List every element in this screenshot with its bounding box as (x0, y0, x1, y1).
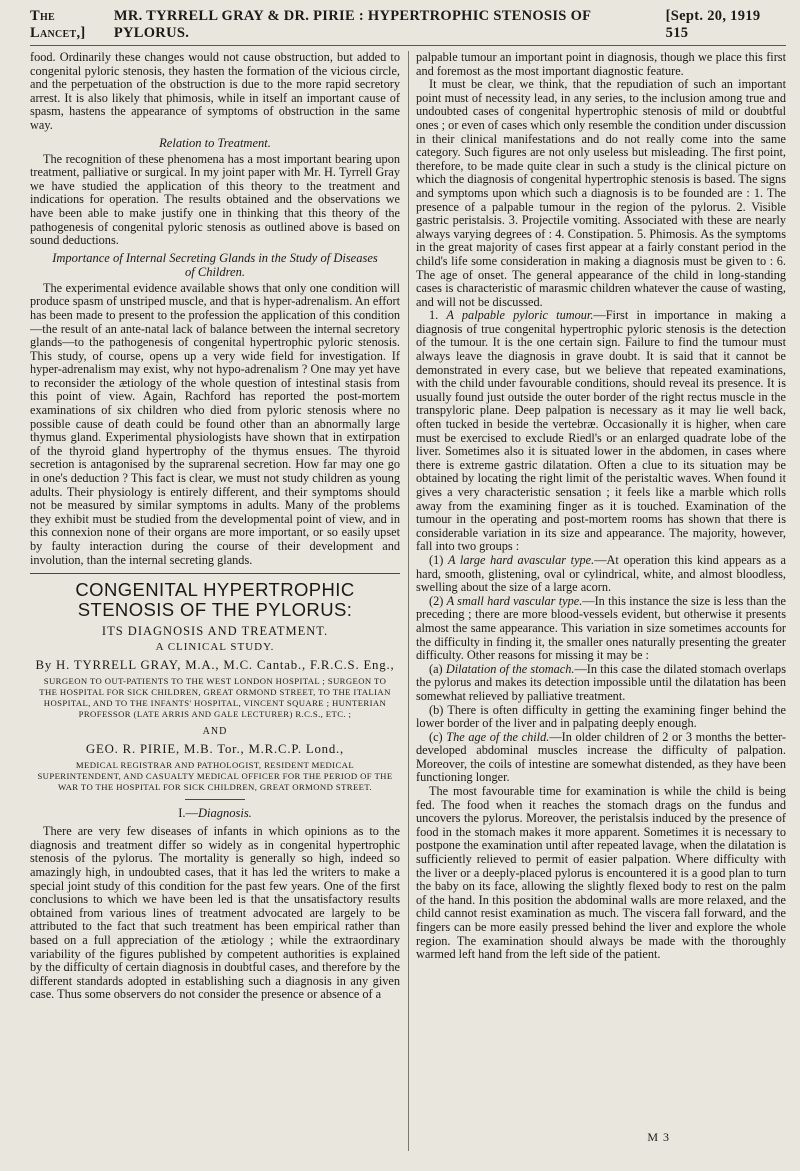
item-text: —First in importance in making a diagnosis of true congenital hypertrophic pyloric stenosis is the detection of the tumour. It is the one certain sign. Failure to find the tumour must always leave the diagnosis in grave doubt. It is said that it cannot be demonstrated in every case, but we believe that repeated examinations, with the child under favourable conditions, should reveal its presence. It is usually found just outside the outer border of the right rectus muscle in the transpyloric plane. Deep palpation is necessary as it may lie well back, often tucked in beside the vertebræ. Occasionally it is higher, when care must be exercised to exclude Riedl's or an enlarged quadrate lobe of the liver. Sometimes also it is situated lower in the abdomen, in cases where there is extreme gastric dilatation. Often a clue to its situation may be obtained by locating the right limit of the peristaltic waves. When found it gives a very characteristic sensation ; it feels like a marble which rolls away from the examining finger as it is touched. Examination of the tumour in the operating and post-mortem rooms has shown that there is considerable variation in its size and appearance. The majority, however, fall into two groups : (416, 308, 786, 554)
article-divider (30, 573, 400, 574)
left-column (30, 51, 408, 1171)
item-number: (1) (429, 552, 448, 567)
item-heading: The age of the child. (446, 729, 550, 744)
paragraph: There are very few diseases of infants in which opinions as to the diagnosis and treatment differ so widely as in congenital hypertrophic stenosis of the pylorus. The mortality is generally so high, indeed so amazingly high, in undoubted cases, that it has led the writers to make a special joint study of this condition for the past few years. One of the first conclusions to which we have been led is that the unsatisfactory results obtained from various lines of treatment advocated are largely to be attributed to the fact that such treatment has been empirical rather than based on a full appreciation of the ætiology ; while the extraordinary variability of the figures published by competent authorities is explained by the difficulty of certain diagnosis in doubtful cases, and therefore by the different standards adopted in establishing such a diagnosis in any given case. Thus some observers do not consider the presence or absence of a (30, 824, 400, 1002)
paragraph (416, 554, 786, 595)
running-head (30, 8, 786, 46)
paragraph: The experimental evidence available shows that only one condition will produce spasm of unstriped muscle, and that is hyper-adrenalism. An effort has been made to present to the profession the application of this condition—the result of an ante-natal lack of balance between the internal secretory glands—to the pathogenesis of congenital hypertrophic pyloric stenosis. This study, of course, opens up a very wide field for investigation. If hyper-adrenalism may exist, why not hypo-adrenalism ? One may yet have to reconsider the ætiology of the whole question of intestinal stasis from this point of view. Again, Rachford has reported the post-mortem examinations of six children who died from pyloric stenosis where no possible cause of death could be found other than an abnormally large thymus gland. Experimental physiologists have shown that in extirpation of the thyroid gland hypertrophy of the thymus ensues. The thyroid secretion is antagonised by the suprarenal secretion. How far may one go in one's deduction ? This fact is clear, we must not study children as young adults. Their physiology is entirely different, and their symptoms should not be measured by similar symptoms in adults. Many of the problems they exhibit must be studied from the developmental point of view, and in this connexion none of their organs are more important, or so easily upset by faulty interaction during the course of their development and involution, than the internal secreting glands. (30, 280, 400, 567)
author-conjunction: AND (202, 726, 228, 738)
right-column (408, 51, 786, 1171)
column-divider (408, 51, 409, 1151)
author-byline: GEO. R. PIRIE, M.B. Tor., M.R.C.P. Lond., (85, 742, 345, 757)
item-text: —In this instance the size is less than the preceding ; there are more blood-vessels evident, but otherwise it presents almost the same appearance. This variation in size sometimes accounts for the difficulty in finding it, the smaller ones naturally presenting the greater difficulty. Other reasons for missing it may be : (416, 593, 786, 663)
paragraph (416, 731, 786, 785)
short-divider (185, 799, 245, 800)
journal-name: The Lancet,] (30, 8, 86, 41)
printer-signature: M 3 (647, 1130, 670, 1144)
paragraph: palpable tumour an important point in diagnosis, though we place this first and foremost as the most important diagnostic feature. (416, 51, 786, 78)
item-heading: Dilatation of the stomach. (445, 661, 575, 676)
item-heading: A small hard vascular type. (446, 593, 583, 608)
paragraph (416, 309, 786, 554)
item-number: (a) (429, 661, 446, 676)
article-title: CONGENITAL HYPERTROPHIC STENOSIS OF THE PYLORUS: (75, 579, 355, 621)
item-heading: A palpable pyloric tumour. (446, 308, 594, 323)
author-affiliation: SURGEON TO OUT-PATIENTS TO THE WEST LONDON HOSPITAL ; SURGEON TO THE HOSPITAL FOR SICK CHILDREN, GREAT ORMOND STREET, TO THE ITALIAN HOSPITAL, AND TO THE INFANTS' HOSPITAL, VINCENT SQUARE ; HUNTERIAN PROFESSOR (LATE ARRIS AND GALE LECTURER) R.C.S., ETC. ; (39, 676, 391, 720)
article-kicker: A CLINICAL STUDY. (155, 641, 275, 654)
item-text: —At operation this kind appears as a hard, smooth, glistening, oval or cylindrical, white, and almost bloodless, swelling about the size of a large acorn. (416, 552, 786, 595)
paragraph (416, 663, 786, 704)
subheading-importance: Importance of Internal Secreting Glands in the Study of Diseases of Children. (52, 250, 378, 279)
author-byline: By H. TYRRELL GRAY, M.A., M.C. Cantab., F.R.C.S. Eng., (35, 658, 395, 673)
running-title: MR. TYRRELL GRAY & DR. PIRIE : HYPERTROPHIC STENOSIS OF PYLORUS. (113, 8, 591, 41)
two-column-body (30, 51, 786, 1171)
paragraph (416, 595, 786, 663)
paragraph: The recognition of these phenomena has a most important bearing upon treatment, palliative or surgical. In my joint paper with Mr. H. Tyrrell Gray we have studied the application of this theory to the treatment and indications for operation. The results obtained and the observations we have been able to make justify one in thinking that this theory of the pathogenesis of congenital pyloric stenosis as outlined above is based on sound deductions. (30, 151, 400, 248)
section-heading (30, 806, 400, 821)
item-number: 1. (429, 308, 447, 323)
item-heading: A large hard avascular type. (448, 552, 595, 567)
item-number: (c) (429, 729, 447, 744)
paragraph: (b) There is often difficulty in getting the examining finger behind the lower border of the liver and in palpating deeply enough. (416, 702, 786, 731)
paragraph: It must be clear, we think, that the repudiation of such an important point must of necessity lead, in any series, to the inclusion among true and undoubted cases of congenital hypertrophic stenosis of mild or doubtful ones ; or even of cases which only resemble the condition under discussion in their clinical manifestations and do not really come into the same category. Such figures are not only useless but misleading. The first point, therefore, to be made quite clear in such a study is the clinical picture on which the diagnosis of congenital hypertrophic stenosis is based. The signs and symptoms upon which such a diagnosis is to be founded are : 1. The presence of a palpable tumour in the region of the pylorus. 2. Visible gastric peristalsis. 3. Projectile vomiting. Associated with these are nearly always varying degrees of : 4. Constipation. 5. Phimosis. As the symptoms in the great majority of cases first appear at a fairly constant period in the child's life some consideration in making a diagnosis must be given to : 6. The age of onset. The general appearance of the child in long-standing cases is characteristic of marasmic children whatever the cause of wasting, and will not be discussed. (416, 77, 786, 309)
article-subtitle: ITS DIAGNOSIS AND TREATMENT. (101, 624, 329, 639)
subheading-relation: Relation to Treatment. (159, 135, 271, 150)
item-number: (2) (429, 593, 447, 608)
paragraph: food. Ordinarily these changes would not cause obstruction, but added to congenital pyloric stenosis, they hasten the formation of the vicious circle, and the perpetuation of the obstruction is due to the more rapid secretory arrest. It is also likely that phimosis, while in itself an important cause of spasm, hastens the appearance of symptoms of obstruction in the same way. (30, 51, 400, 132)
item-text: —In older children of 2 or 3 months the better-developed abdominal muscles increase the difficulty of palpation. Moreover, the coils of intestine are somewhat distended, as they have been functioning longer. (416, 729, 786, 785)
paragraph: The most favourable time for examination is while the child is being fed. The food when it reaches the stomach drags on the fundus and uncovers the pylorus. Moreover, the peristalsis induced by the presence of food in the stomach makes it more apparent. Sometimes it is necessary to postpone the examination until after repeated lavage, when the dilatation is sufficiently relieved to permit of easier palpation. Where difficulty with the liver or a deeply-placed pylorus is encountered it is a good plan to turn the baby on its face, allowing the slightly flexed body to rest on the palm of the hand. In this position the abdominal walls are more relaxed, and the child cannot resist examination as much. The viscera fall forward, and the fingers can be more easily pressed behind the liver and explore the whole region. The examination should always be made with the thoroughly warmed left hand from the left side of the patient. (416, 784, 786, 962)
author-affiliation: MEDICAL REGISTRAR AND PATHOLOGIST, RESIDENT MEDICAL SUPERINTENDENT, AND CASUALTY MEDICAL OFFICER FOR THE PERIOD OF THE WAR TO THE HOSPITAL FOR SICK CHILDREN, GREAT ORMOND STREET. (37, 760, 393, 793)
section-title: Diagnosis. (197, 806, 252, 821)
section-number: I.— (178, 806, 198, 821)
date-page: [Sept. 20, 1919 515 (665, 8, 761, 41)
item-text: —In this case the dilated stomach overlaps the pylorus and makes its detection impossible until the dilatation has been somewhat relieved by palliative treatment. (416, 661, 786, 703)
